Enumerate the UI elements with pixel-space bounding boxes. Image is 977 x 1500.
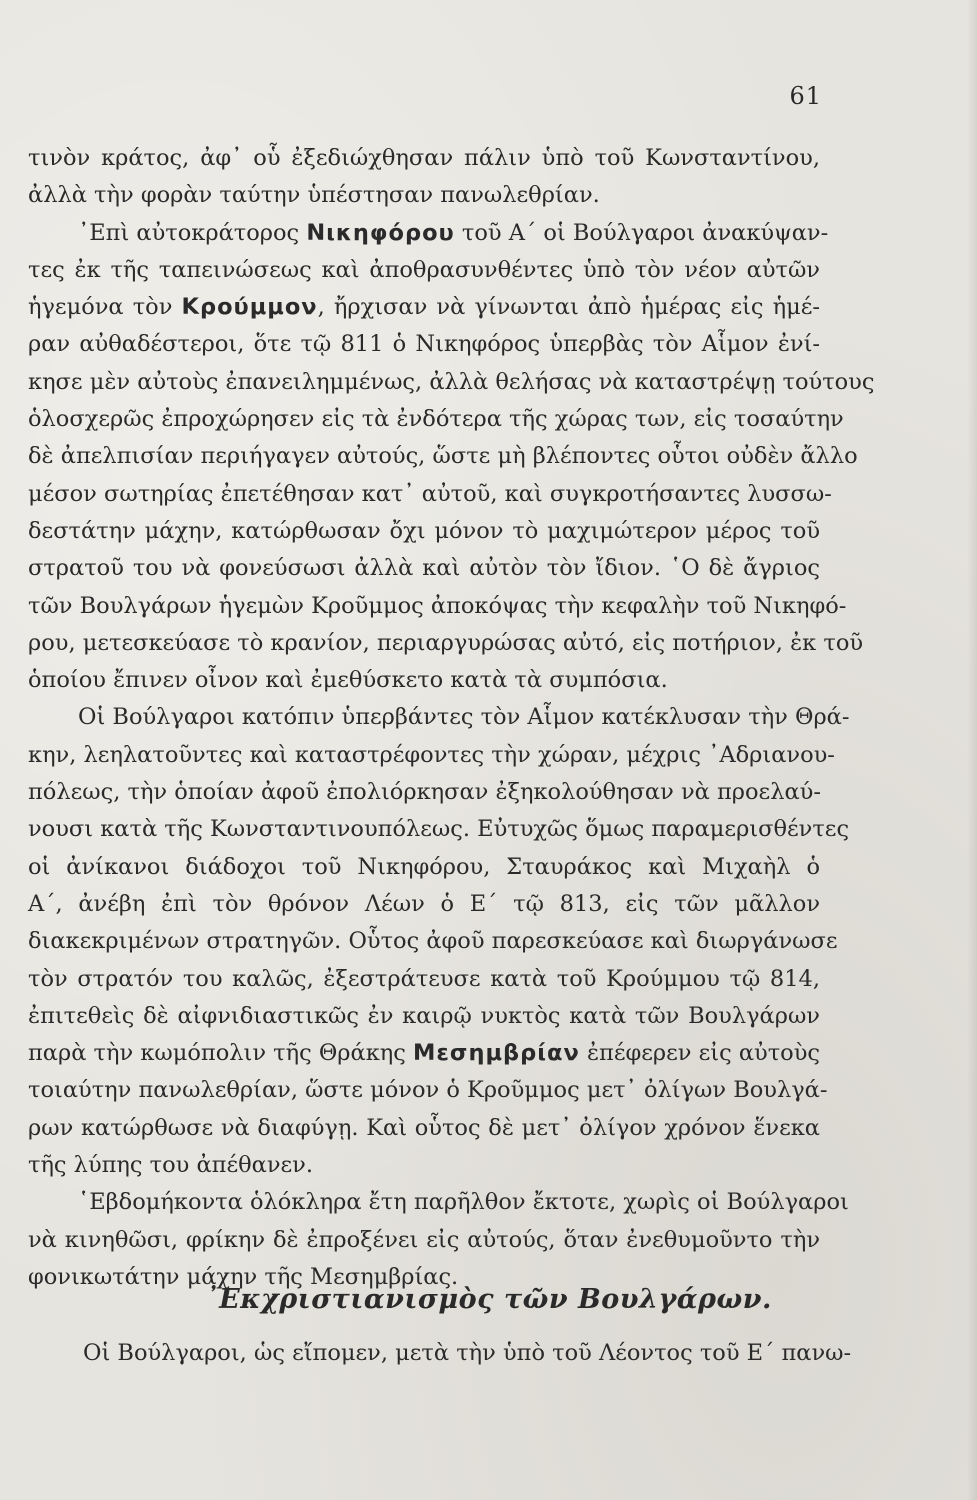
text-line: ὁλοσχερῶς ἐπροχώρησεν εἰς τὰ ἐνδότερα τῆς χώρας των, εἰς τοσαύτην xyxy=(28,406,844,433)
text-line: ρων κατώρθωσε νὰ διαφύγῃ. Καὶ οὗτος δὲ μετ᾽ ὀλίγον χρόνον ἕνεκα xyxy=(28,1114,820,1141)
page-number: 61 xyxy=(789,82,822,110)
text-line: μέσον σωτηρίας ἐπετέθησαν κατ᾽ αὐτοῦ, καὶ συγκροτήσαντες λυσσω- xyxy=(28,480,832,507)
emphasized-name: Νικηφόρου xyxy=(306,219,455,246)
text-line: δεστάτην μάχην, κατώρθωσαν ὄχι μόνον τὸ μαχιμώτερον μέρος τοῦ xyxy=(28,517,820,544)
text-line: ὁποίου ἔπινεν οἶνον καὶ ἐμεθύσκετο κατὰ τὰ συμπόσια. xyxy=(28,667,668,694)
text-line: Οἱ Βούλγαροι κατόπιν ὑπερβάντες τὸν Αἷμον κατέκλυσαν τὴν Θρά- xyxy=(78,704,850,731)
section-heading: ᾽Εκχριστιανισμὸς τῶν Βουλγάρων. xyxy=(205,1284,772,1315)
text-line: νουσι κατὰ τῆς Κωνσταντινουπόλεως. Εὐτυχῶς ὅμως παραμερισθέντες xyxy=(28,816,850,843)
text-line: πόλεως, τὴν ὁποίαν ἀφοῦ ἐπολιόρκησαν ἐξηκολούθησαν νὰ προελαύ- xyxy=(28,779,821,806)
text-line: παρὰ τὴν κωμόπολιν τῆς Θράκης Μεσημβρίαν ἐπέφερεν εἰς αὐτοὺς xyxy=(28,1040,820,1067)
text-line: κησε μὲν αὐτοὺς ἐπανειλημμένως, ἀλλὰ θελήσας νὰ καταστρέψῃ τούτους xyxy=(28,368,875,395)
emphasized-name: Μεσημβρίαν xyxy=(413,1040,580,1067)
text-line: οἱ ἀνίκανοι διάδοχοι τοῦ Νικηφόρου, Σταυράκος καὶ Μιχαὴλ ὁ xyxy=(28,853,820,880)
text-line: νὰ κινηθῶσι, φρίκην δὲ ἐπροξένει εἰς αὐτούς, ὅταν ἐνεθυμοῦντο τὴν xyxy=(28,1226,820,1253)
text-line: ρου, μετεσκεύασε τὸ κρανίον, περιαργυρώσας αὐτό, εἰς ποτήριον, ἐκ τοῦ xyxy=(28,629,864,656)
text-line: Α΄, ἀνέβη ἐπὶ τὸν θρόνον Λέων ὁ Ε΄ τῷ 813, εἰς τῶν μᾶλλον xyxy=(28,890,820,917)
text-line: τὸν στρατόν του καλῶς, ἐξεστράτευσε κατὰ τοῦ Κρούμμου τῷ 814, xyxy=(28,965,820,992)
page-edge-shadow xyxy=(967,0,977,1500)
text-line: κην, λεηλατοῦντες καὶ καταστρέφοντες τὴν χώραν, μέχρις ᾽Αδριανου- xyxy=(28,741,835,768)
text-line: ᾽Επὶ αὐτοκράτορος Νικηφόρου τοῦ Α΄ οἱ Βούλγαροι ἀνακύψαν- xyxy=(78,219,829,246)
body-text-continued xyxy=(28,1335,852,1372)
text-line: διακεκριμένων στρατηγῶν. Οὗτος ἀφοῦ παρεσκεύασε καὶ διωργάνωσε xyxy=(28,928,838,955)
text-line: ἐπιτεθεὶς δὲ αἰφνιδιαστικῶς ἐν καιρῷ νυκτὸς κατὰ τῶν Βουλγάρων xyxy=(28,1002,820,1029)
text-line: δὲ ἀπελπισίαν περιήγαγεν αὐτούς, ὥστε μὴ βλέποντες οὗτοι οὐδὲν ἄλλο xyxy=(28,443,858,470)
text-line: ἡγεμόνα τὸν Κρούμμον, ἤρχισαν νὰ γίνωνται ἀπὸ ἡμέρας εἰς ἡμέ- xyxy=(28,294,821,321)
text-line: ῾Εβδομήκοντα ὁλόκληρα ἔτη παρῆλθον ἔκτοτε, χωρὶς οἱ Βούλγαροι xyxy=(78,1189,849,1216)
text-line: Οἱ Βούλγαροι, ὡς εἴπομεν, μετὰ τὴν ὑπὸ τοῦ Λέοντος τοῦ Ε΄ πανω- xyxy=(83,1340,852,1366)
text-line: τῆς λύπης του ἀπέθανεν. xyxy=(28,1152,314,1179)
emphasized-name: Κρούμμον xyxy=(181,294,318,321)
text-line: τες ἐκ τῆς ταπεινώσεως καὶ ἀποθρασυνθέντες ὑπὸ τὸν νέον αὐτῶν xyxy=(28,256,820,283)
text-line: ραν αὐθαδέστεροι, ὅτε τῷ 811 ὁ Νικηφόρος ὑπερβὰς τὸν Αἷμον ἐνί- xyxy=(28,331,820,358)
body-text xyxy=(28,140,875,1296)
text-line: φονικωτάτην μάχην τῆς Μεσημβρίας. xyxy=(28,1263,459,1290)
text-line: τοιαύτην πανωλεθρίαν, ὥστε μόνον ὁ Κροῦμμος μετ᾽ ὀλίγων Βουλγά- xyxy=(28,1077,828,1104)
text-line: τινὸν κράτος, ἀφ᾽ οὗ ἐξεδιώχθησαν πάλιν ὑπὸ τοῦ Κωνσταντίνου, xyxy=(28,145,820,171)
text-line: στρατοῦ του νὰ φονεύσωσι ἀλλὰ καὶ αὐτὸν τὸν ἴδιον. ῾Ο δὲ ἄγριος xyxy=(28,555,820,582)
text-line: ἀλλὰ τὴν φορὰν ταύτην ὑπέστησαν πανωλεθρίαν. xyxy=(28,182,600,209)
text-line: τῶν Βουλγάρων ἡγεμὼν Κροῦμμος ἀποκόψας τὴν κεφαλὴν τοῦ Νικηφό- xyxy=(28,592,847,619)
